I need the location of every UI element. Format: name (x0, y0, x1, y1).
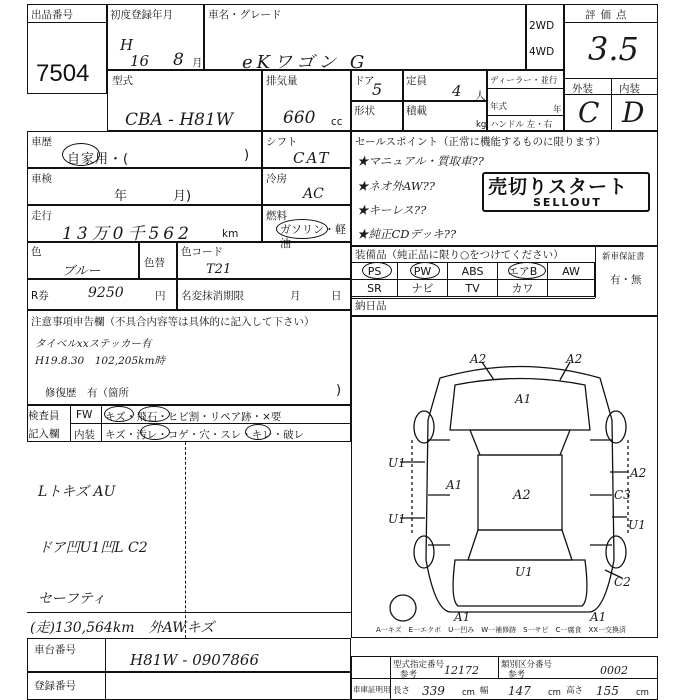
inspector-label-1: 検査員 (28, 410, 60, 422)
drive-2wd: 2WD (529, 20, 555, 32)
sellout-sub: SELLOUT (533, 196, 602, 209)
year-unit: 年 (553, 105, 562, 115)
remark-3: セーフティ (38, 591, 106, 607)
spare-tire (390, 595, 416, 621)
history-value: 自家用・( (67, 152, 130, 167)
drive-4wd: 4WD (529, 46, 555, 58)
chassis-value: H81W - 0907866 (130, 651, 259, 669)
doors-label: ドア (354, 75, 375, 87)
ext-value: C (578, 96, 600, 129)
price-label: R券 (31, 290, 49, 302)
transfer-month: 月 (290, 290, 301, 302)
ac-value: AC (303, 186, 324, 202)
len-value: 339 (422, 684, 445, 698)
color-code-label: 色コード (181, 246, 223, 258)
eq-pw: PW (398, 263, 448, 280)
hgt-unit: cm (636, 688, 649, 698)
month-value: 8 (173, 50, 184, 70)
notes-title: 注意事項申告欄（不具合内容等は具体的に記入して下さい） (31, 316, 315, 328)
transfer-label: 名変抹消期限 (181, 290, 244, 302)
color-value: ブルー (62, 264, 101, 279)
mark-front-right-a2: A2 (566, 352, 583, 366)
type-label: 型式 (112, 75, 133, 87)
eq-sr: SR (352, 280, 398, 297)
transfer-day: 日 (331, 290, 342, 302)
warranty-options: 有・無 (610, 274, 642, 286)
mark-right-c3: C3 (614, 488, 631, 502)
km-unit: km (222, 228, 239, 240)
mark-left-door-a1: A1 (446, 478, 463, 492)
eq-aw: AW (548, 263, 595, 280)
remark-1: Lトキズ AU (38, 484, 116, 500)
car-rear-window (468, 530, 572, 560)
eq-abs: ABS (448, 263, 498, 280)
doors-value: 5 (372, 80, 383, 99)
load-unit: kg (476, 120, 487, 130)
model-value: eKワゴン G (242, 52, 369, 73)
mark-rear-u1: U1 (515, 565, 533, 579)
fw-items: キズ・飛石・ヒビ割・リペア跡・×要 (105, 411, 282, 423)
notes-line-1: タイベルxxステッカー有 (35, 338, 152, 350)
eq-airbag: エアB (498, 263, 548, 280)
mark-hood-a1: A1 (515, 392, 532, 406)
mark-rear-right-c2: C2 (614, 575, 631, 589)
era-value: H (120, 36, 134, 54)
warranty-label: 新車保証書 (602, 252, 645, 262)
remark-4: (走)130,564km 外AWキズ (30, 620, 215, 636)
remark-2: ドア凹U1凹L C2 (38, 540, 148, 556)
eq-tv: TV (448, 280, 498, 297)
wheel-fl (414, 411, 434, 443)
type-value: CBA - H81W (125, 110, 234, 130)
reg-label: 登録番号 (34, 680, 76, 692)
lot-number: 7504 (36, 60, 90, 87)
load-label: 積載 (406, 105, 427, 117)
cert-label: 車庫証明用 (353, 685, 391, 694)
car-windshield (470, 430, 570, 455)
disp-unit: cc (331, 116, 343, 128)
wheel-fr (606, 411, 626, 443)
repair-label: 修復歴 有（箇所 (45, 387, 129, 399)
disp-value: 660 (283, 108, 316, 128)
damage-legend: A一キズ E一エクボ U一凹み W一補修跡 S一サビ C一腐食 XX一交換済 (376, 626, 627, 634)
wid-label: 幅 (480, 686, 489, 696)
fuel-label: 燃料 (266, 210, 287, 222)
shape-label: 形状 (354, 105, 375, 117)
color-label: 色 (31, 246, 42, 258)
ref-label: 参考 (400, 670, 418, 680)
sales-item-2: ★ネオ外AW?? (357, 179, 435, 193)
sales-item-3: ★キーレス?? (357, 203, 427, 217)
dealer-label: ディーラー・並行 (490, 76, 558, 86)
hgt-label: 高さ (566, 686, 584, 696)
ext-label: 外装 (572, 83, 593, 95)
equipment-title: 装備品（純正品に限り○をつけてください） (355, 249, 564, 261)
inspection-year: 年 (114, 189, 128, 204)
cap-unit: 人 (475, 90, 486, 102)
mark-rear-left-a1: A1 (454, 610, 471, 624)
sales-item-4: ★純正CDデッキ?? (357, 227, 457, 241)
inspection-month: 月) (173, 189, 192, 204)
cat-label: 類別区分番号 (501, 660, 553, 670)
price-value: 9250 (88, 285, 124, 301)
sellout-main: 売切りスタート (488, 176, 629, 198)
cap-label: 定員 (406, 75, 427, 87)
handle-label: ハンドル 左・右 (490, 120, 553, 130)
mark-roof-a2: A2 (513, 488, 531, 503)
mark-left-front-u1: U1 (388, 456, 406, 470)
mark-rear-bumper-a1: A1 (590, 610, 607, 624)
mileage-value: 13万0千562 (62, 224, 193, 244)
int-label: 内装 (619, 83, 640, 95)
wheel-rr (606, 536, 626, 568)
mileage-label: 走行 (31, 210, 52, 222)
sales-title: セールスポイント（正常に機能するものに限ります） (355, 136, 607, 148)
repaint-label: 色替 (144, 257, 165, 269)
notes-line-2: H19.8.30 102,205km時 (35, 355, 165, 367)
len-unit: cm (462, 688, 475, 698)
lot-label: 出品番号 (31, 9, 73, 21)
eq-navi: ナビ (398, 280, 448, 297)
delivery-label: 納日品 (355, 300, 387, 312)
type-num-value: 12172 (444, 664, 479, 677)
year-value: 16 (130, 52, 150, 70)
sales-item-1: ★マニュアル・質取車?? (357, 154, 484, 168)
shift-label: シフト (266, 136, 298, 148)
chassis-label: 車台番号 (34, 644, 76, 656)
color-code-value: T21 (206, 262, 232, 277)
inspection-label: 車検 (31, 173, 52, 185)
hgt-value: 155 (596, 684, 619, 698)
wheel-rl (414, 536, 434, 568)
month-unit: 月 (192, 57, 203, 69)
nai-label: 内装 (74, 429, 95, 441)
history-paren-close: ) (244, 148, 250, 163)
mark-right-top-a2: A2 (630, 466, 647, 480)
grade-label: 評価点 (585, 9, 632, 21)
int-value: D (622, 96, 645, 129)
cap-value: 4 (452, 82, 462, 100)
eq-leather: カワ (498, 280, 548, 297)
cat-value: 0002 (600, 664, 628, 677)
inspector-label-2: 記入欄 (28, 428, 60, 440)
len-label: 長さ (393, 686, 411, 696)
eq-ps: PS (352, 263, 398, 280)
first-reg-label: 初度登録年月 (110, 9, 173, 21)
history-label: 車歴 (31, 136, 52, 148)
ac-label: 冷房 (266, 173, 287, 185)
repair-paren-close: ) (336, 383, 342, 398)
model-label: 車名・グレード (208, 9, 282, 21)
shift-value: CAT (293, 149, 331, 167)
fw-label: FW (76, 409, 93, 421)
disp-label: 排気量 (266, 75, 298, 87)
mark-front-left-a2: A2 (470, 352, 487, 366)
grade-value: 3.5 (588, 30, 639, 68)
fuel-options: ガソリン・軽油 (280, 223, 346, 250)
wid-unit: cm (548, 688, 561, 698)
wid-value: 147 (508, 684, 531, 698)
mark-right-u1: U1 (628, 518, 646, 532)
year-label: 年式 (490, 102, 508, 112)
price-unit: 円 (155, 290, 166, 302)
ref-label-2: 参考 (508, 670, 526, 680)
nai-items: キズ・汚レ・コゲ・穴・スレ・キレ・破レ (105, 429, 305, 441)
type-num-label: 型式指定番号 (393, 660, 445, 670)
mark-left-rear-u1: U1 (388, 512, 406, 526)
